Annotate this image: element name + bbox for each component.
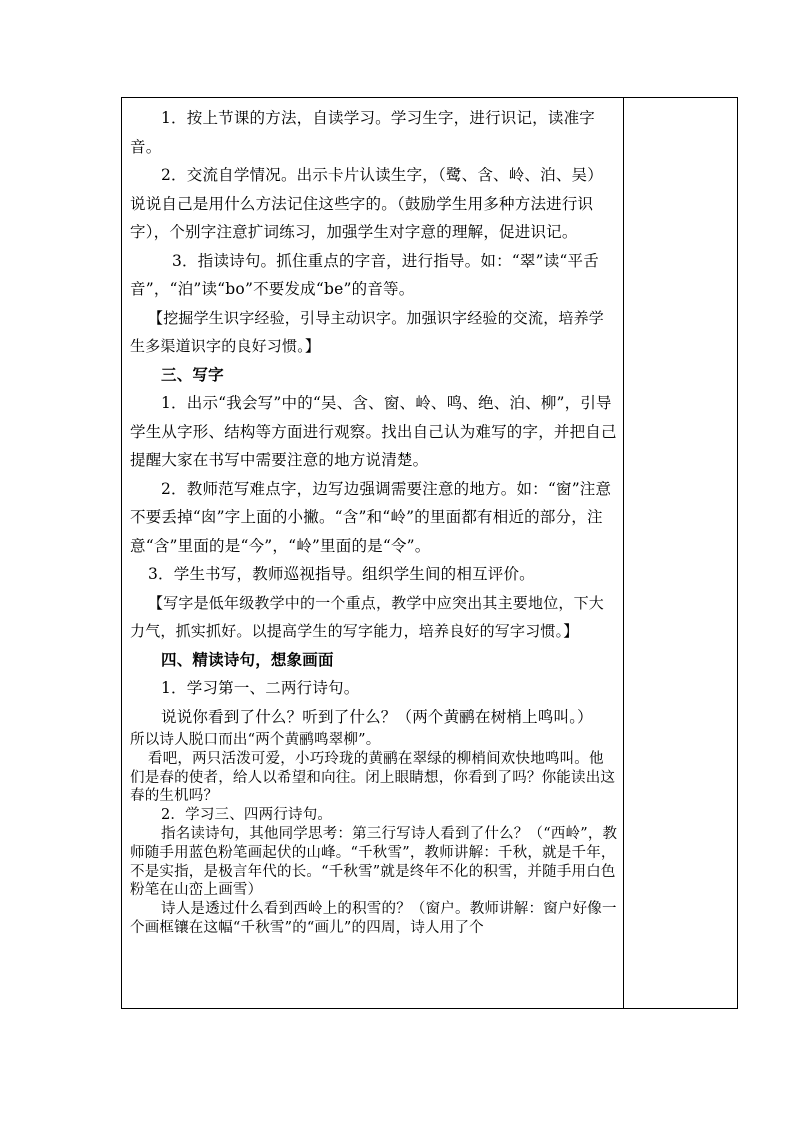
section-heading-poem: 四、精读诗句，想象画面 [161,649,334,669]
step-lines-3-4: 2．学习三、四两行诗句。 [161,807,333,824]
west-ridge-discussion: 指名读诗句，其他同学思考：第三行写诗人看到了什么？（“西岭”，教师随手用蓝色粉笔画起伏的山峰。“千秋雪”，教师讲解：千秋，就是千年，不是实指，是极言年代的长。“千秋雪”就是终年不化的积雪，并随手用白色粉笔在山峦上画雪） [130,825,618,899]
teaching-note-writing: 【写字是低年级教学中的一个重点，教学中应突出其主要地位，下大力气，抓实抓好。以提高学生的写字能力，培养良好的写字习惯。】 [130,593,605,640]
lesson-content-cell [130,104,618,938]
step-student-writing: 3．学生书写，教师巡视指导。组织学生间的相互评价。 [148,565,535,583]
window-discussion: 诗人是透过什么看到西岭上的积雪的？（窗户。教师讲解：窗户好像一个画框镶在这幅“千秋雪”的“画儿”的四周，诗人用了个 [130,901,617,936]
step-read-poem: 3．指读诗句。抓住重点的字音，进行指导。如：“翠”读“平舌音”，“泊”读“bo”不要发成“be”的音等。 [130,251,599,298]
step-exchange: 2．交流自学情况。出示卡片认读生字，（鹭、含、岭、泊、吴）说说自己是用什么方法记住这些字的。（鼓励学生用多种方法进行识字），个别字注意扩词练习，加强学生对字意的理解，促进识记。 [130,166,603,241]
orioles-description: 看吧，两只活泼可爱，小巧玲珑的黄鹂在翠绿的柳梢间欢快地鸣叫。他们是春的使者，给人以希望和向往。闭上眼睛想，你看到了吗？你能读出这春的生机吗？ [130,750,616,805]
lesson-table [121,97,738,1009]
teaching-note-literacy: 【挖掘学生识字经验，引导主动识字。加强识字经验的交流，培养学生多渠道识字的良好习惯。】 [130,308,605,355]
step-show-characters: 1．出示“我会写”中的“吴、含、窗、岭、鸣、绝、泊、柳”，引导学生从字形、结构等方面进行观察。找出自己认为难写的字，并把自己提醒大家在书写中需要注意的地方说清楚。 [130,394,617,469]
step-teacher-demo: 2．教师范写难点字，边写边强调需要注意的地方。如：“窗”注意不要丢掉“囱”字上面的小撇。“含”和“岭”的里面都有相近的部分，注意“含”里面的是“今”，“岭”里面的是“令”。 [130,479,612,555]
section-heading-writing: 三、写字 [161,364,224,384]
step-self-study: 1．按上节课的方法，自读学习。学习生字，进行识记，读准字音。 [130,109,595,156]
question-see-hear: 说说你看到了什么？听到了什么？（两个黄鹂在树梢上鸣叫。） [161,707,593,726]
column-divider [623,98,624,1008]
poem-line-quote: 所以诗人脱口而出“两个黄鹂鸣翠柳”。 [130,732,381,748]
step-lines-1-2: 1．学习第一、二两行诗句。 [161,679,360,697]
